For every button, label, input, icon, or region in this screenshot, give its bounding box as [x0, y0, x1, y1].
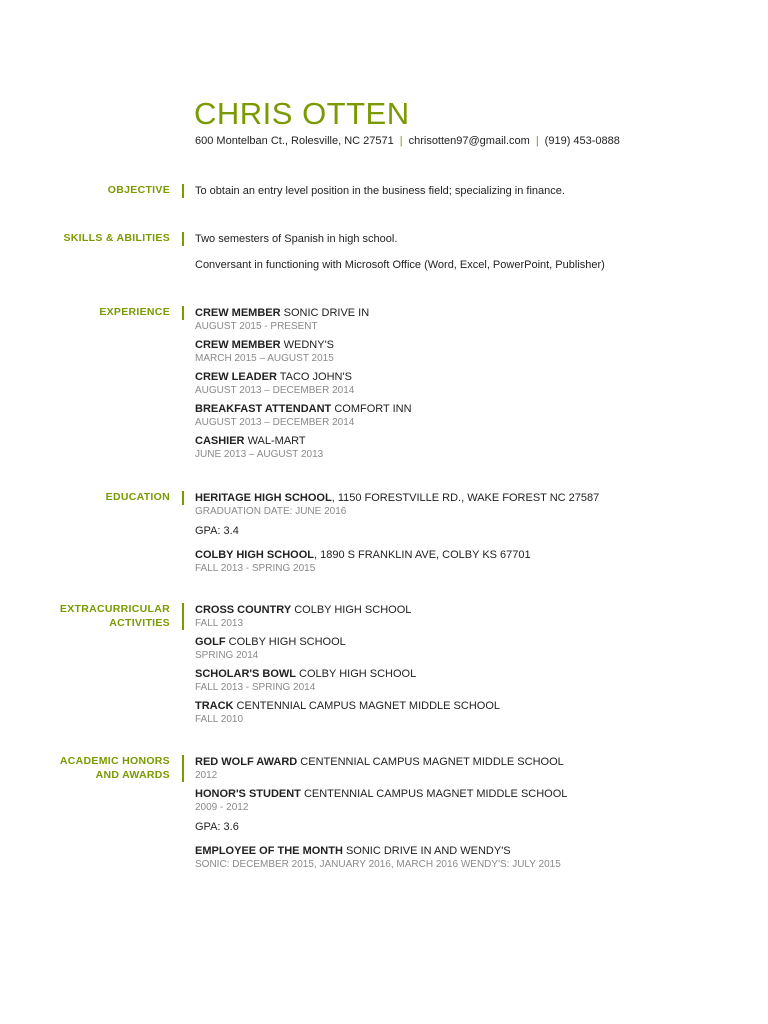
section-divider: [182, 306, 184, 320]
activity-org: COLBY HIGH SCHOOL: [291, 604, 412, 616]
candidate-name: CHRIS OTTEN: [194, 96, 410, 131]
honor-dates: 2012: [195, 770, 218, 781]
section-label-line: EXTRACURRICULAR: [59, 603, 170, 615]
activity-entry: [195, 603, 735, 630]
activity-org: CENTENNIAL CAMPUS MAGNET MIDDLE SCHOOL: [233, 700, 500, 712]
school-name: COLBY HIGH SCHOOL: [195, 549, 314, 561]
job-title: CASHIER: [195, 435, 245, 447]
education-entry: [195, 548, 735, 575]
honor-entry: [195, 844, 735, 871]
school-dates: GRADUATION DATE: JUNE 2016: [195, 506, 347, 517]
contact-line: [195, 134, 620, 148]
honor-title: RED WOLF AWARD: [195, 756, 298, 768]
separator: |: [399, 135, 403, 147]
gpa: GPA: 3.6: [195, 821, 239, 833]
honor-org: CENTENNIAL CAMPUS MAGNET MIDDLE SCHOOL: [297, 756, 564, 768]
employer: TACO JOHN'S: [276, 371, 352, 383]
experience-entry: [195, 370, 735, 397]
gpa: GPA: 3.4: [195, 525, 239, 537]
activity-entry: [195, 667, 735, 694]
activity-title: TRACK: [195, 700, 234, 712]
section-divider: [182, 184, 184, 198]
section-divider: [182, 755, 184, 782]
school-address: , 1890 S FRANKLIN AVE, COLBY KS 67701: [313, 549, 531, 561]
honor-entry: [195, 755, 735, 782]
section-label: SKILLS & ABILITIES: [63, 232, 170, 244]
job-dates: MARCH 2015 – AUGUST 2015: [195, 353, 334, 364]
experience-entry: [195, 338, 735, 365]
section-divider: [182, 603, 184, 630]
section-divider: [182, 491, 184, 505]
section-label: OBJECTIVE: [107, 184, 170, 196]
activity-entry: [195, 635, 735, 662]
email: chrisotten97@gmail.com: [408, 135, 530, 147]
objective-text: To obtain an entry level position in the business field; specializing in finance.: [195, 185, 565, 197]
experience-entry: [195, 402, 735, 429]
job-dates: AUGUST 2013 – DECEMBER 2014: [195, 385, 355, 396]
activity-dates: FALL 2013: [195, 618, 244, 629]
job-dates: AUGUST 2013 – DECEMBER 2014: [195, 417, 355, 428]
experience-entry: [195, 306, 735, 333]
section-label: [20, 755, 176, 782]
honor-title: HONOR'S STUDENT: [195, 788, 301, 800]
activity-dates: SPRING 2014: [195, 650, 259, 661]
activity-dates: FALL 2010: [195, 714, 244, 725]
address: 600 Montelban Ct., Rolesville, NC 27571: [195, 135, 394, 147]
activity-entry: [195, 699, 735, 726]
separator: |: [535, 135, 539, 147]
honor-dates: 2009 - 2012: [195, 802, 249, 813]
activity-dates: FALL 2013 - SPRING 2014: [195, 682, 316, 693]
section-divider: [182, 232, 184, 246]
section-label-line: ACADEMIC HONORS: [59, 755, 170, 767]
section-label-line: AND AWARDS: [95, 768, 170, 781]
honor-entry: [195, 787, 735, 834]
honor-org: SONIC DRIVE IN AND WENDY'S: [342, 845, 511, 857]
section-label-line: ACTIVITIES: [109, 616, 170, 629]
experience-entry: [195, 434, 735, 461]
activity-title: CROSS COUNTRY: [195, 604, 292, 616]
honor-dates: SONIC: DECEMBER 2015, JANUARY 2016, MARCH 2016 WENDY'S: JULY 2015: [195, 859, 561, 870]
activity-title: SCHOLAR'S BOWL: [195, 668, 296, 680]
job-dates: AUGUST 2015 - PRESENT: [195, 321, 318, 332]
job-title: BREAKFAST ATTENDANT: [195, 403, 332, 415]
employer: WEDNY'S: [280, 339, 334, 351]
activity-title: GOLF: [195, 636, 226, 648]
school-name: HERITAGE HIGH SCHOOL: [195, 492, 332, 504]
honor-org: CENTENNIAL CAMPUS MAGNET MIDDLE SCHOOL: [300, 788, 568, 800]
activity-org: COLBY HIGH SCHOOL: [296, 668, 417, 680]
employer: COMFORT INN: [331, 403, 412, 415]
job-dates: JUNE 2013 – AUGUST 2013: [195, 449, 324, 460]
section-label: [20, 603, 176, 630]
employer: WAL-MART: [244, 435, 306, 447]
education-entry: [195, 491, 735, 538]
phone: (919) 453-0888: [544, 135, 620, 147]
section-label: EDUCATION: [105, 491, 170, 503]
activity-org: COLBY HIGH SCHOOL: [225, 636, 346, 648]
section-label: EXPERIENCE: [99, 306, 170, 318]
honor-title: EMPLOYEE OF THE MONTH: [195, 845, 343, 857]
skill-item: Conversant in functioning with Microsoft Office (Word, Excel, PowerPoint, Publisher): [195, 259, 605, 271]
school-dates: FALL 2013 - SPRING 2015: [195, 563, 316, 574]
school-address: , 1150 FORESTVILLE RD., WAKE FOREST NC 27587: [331, 492, 600, 504]
job-title: CREW LEADER: [195, 371, 277, 383]
skill-item: Two semesters of Spanish in high school.: [195, 233, 398, 245]
employer: SONIC DRIVE IN: [280, 307, 370, 319]
job-title: CREW MEMBER: [195, 307, 281, 319]
job-title: CREW MEMBER: [195, 339, 281, 351]
